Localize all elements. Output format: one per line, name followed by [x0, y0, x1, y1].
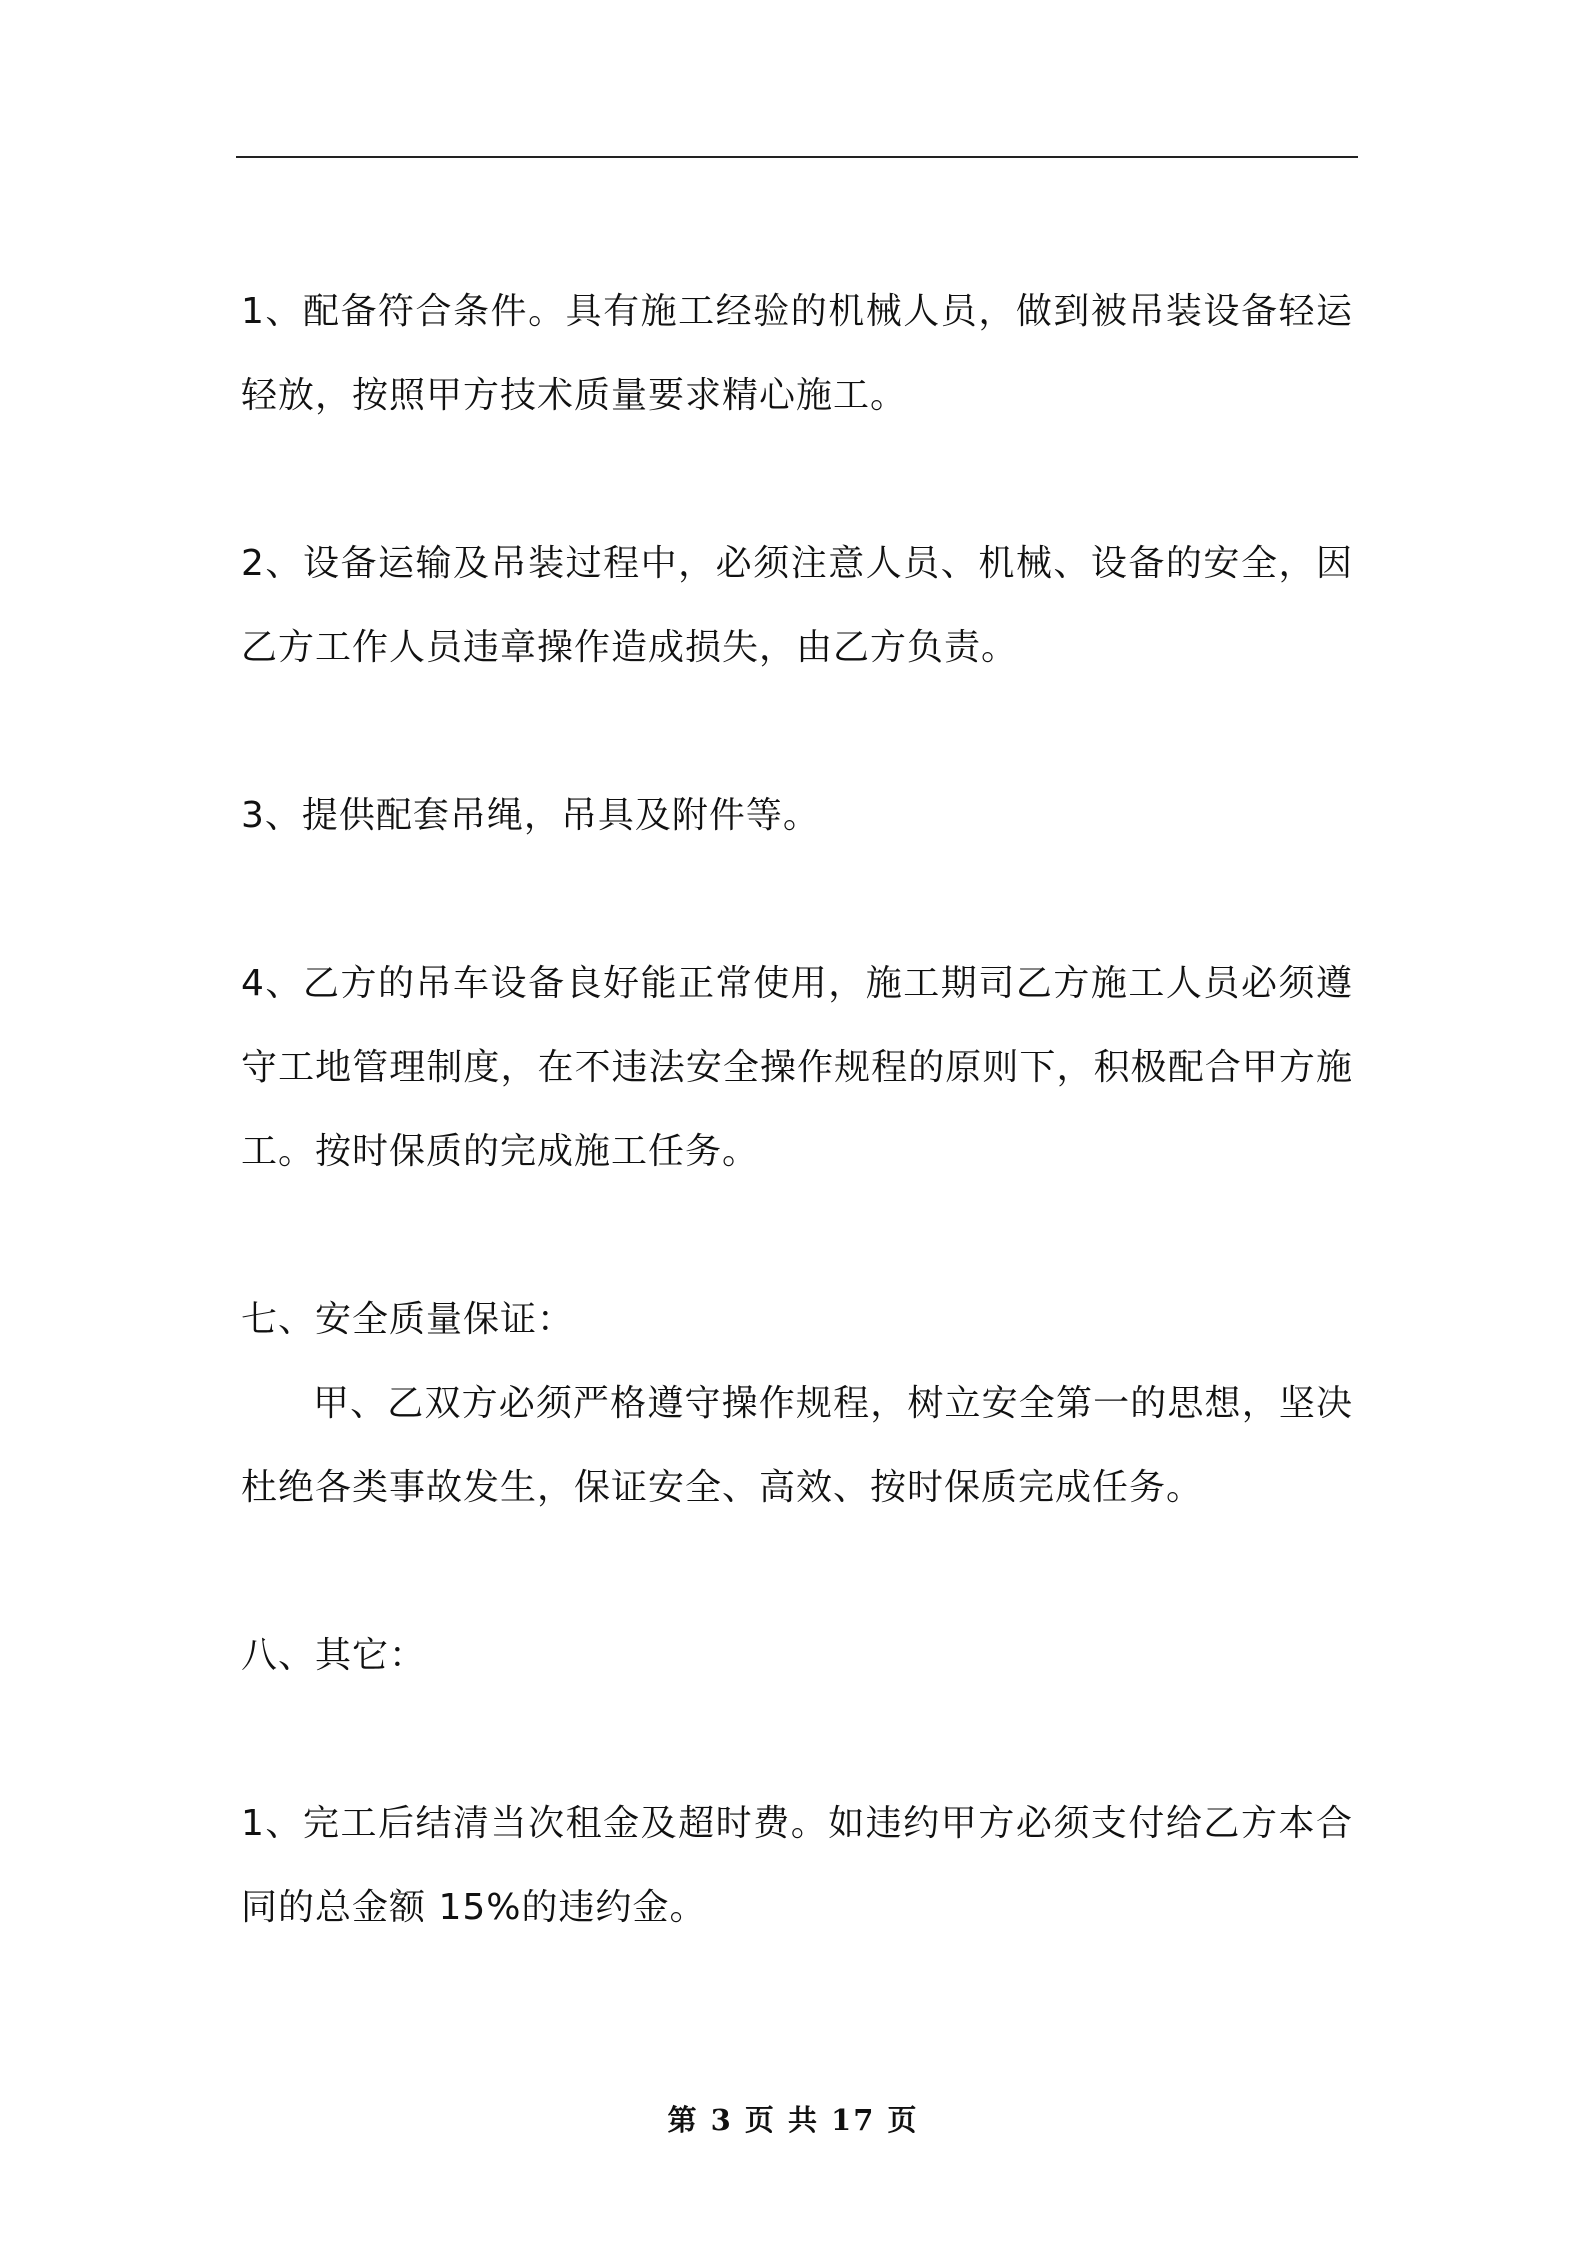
header-rule	[236, 156, 1358, 158]
clause-4-crane-condition: 4、乙方的吊车设备良好能正常使用，施工期司乙方施工人员必须遵守工地管理制度，在不违法安全操作规程的原则下，积极配合甲方施工。按时保质的完成施工任务。	[241, 963, 1353, 1172]
clause-1-settlement: 1、完工后结清当次租金及超时费。如违约甲方必须支付给乙方本合同的总金额 15%的违约金。	[241, 1803, 1353, 1928]
section-heading-other: 八、其它：	[241, 1635, 427, 1676]
clause-1-equipment-staff: 1、配备符合条件。具有施工经验的机械人员，做到被吊装设备轻运轻放，按照甲方技术质量要求精心施工。	[241, 291, 1353, 416]
document-body	[241, 270, 1353, 1950]
page-footer	[0, 2098, 1586, 2139]
clause-3-rigging-supply: 3、提供配套吊绳，吊具及附件等。	[241, 795, 820, 836]
clause-2-transport-safety: 2、设备运输及吊装过程中，必须注意人员、机械、设备的安全，因乙方工作人员违章操作造成损失，由乙方负责。	[241, 543, 1353, 668]
page-number-label: 第 3 页 共 17 页	[667, 2103, 919, 2137]
safety-quality-body: 甲、乙双方必须严格遵守操作规程，树立安全第一的思想，坚决杜绝各类事故发生，保证安全、高效、按时保质完成任务。	[241, 1383, 1353, 1508]
section-heading-safety-quality: 七、安全质量保证：	[241, 1299, 575, 1340]
